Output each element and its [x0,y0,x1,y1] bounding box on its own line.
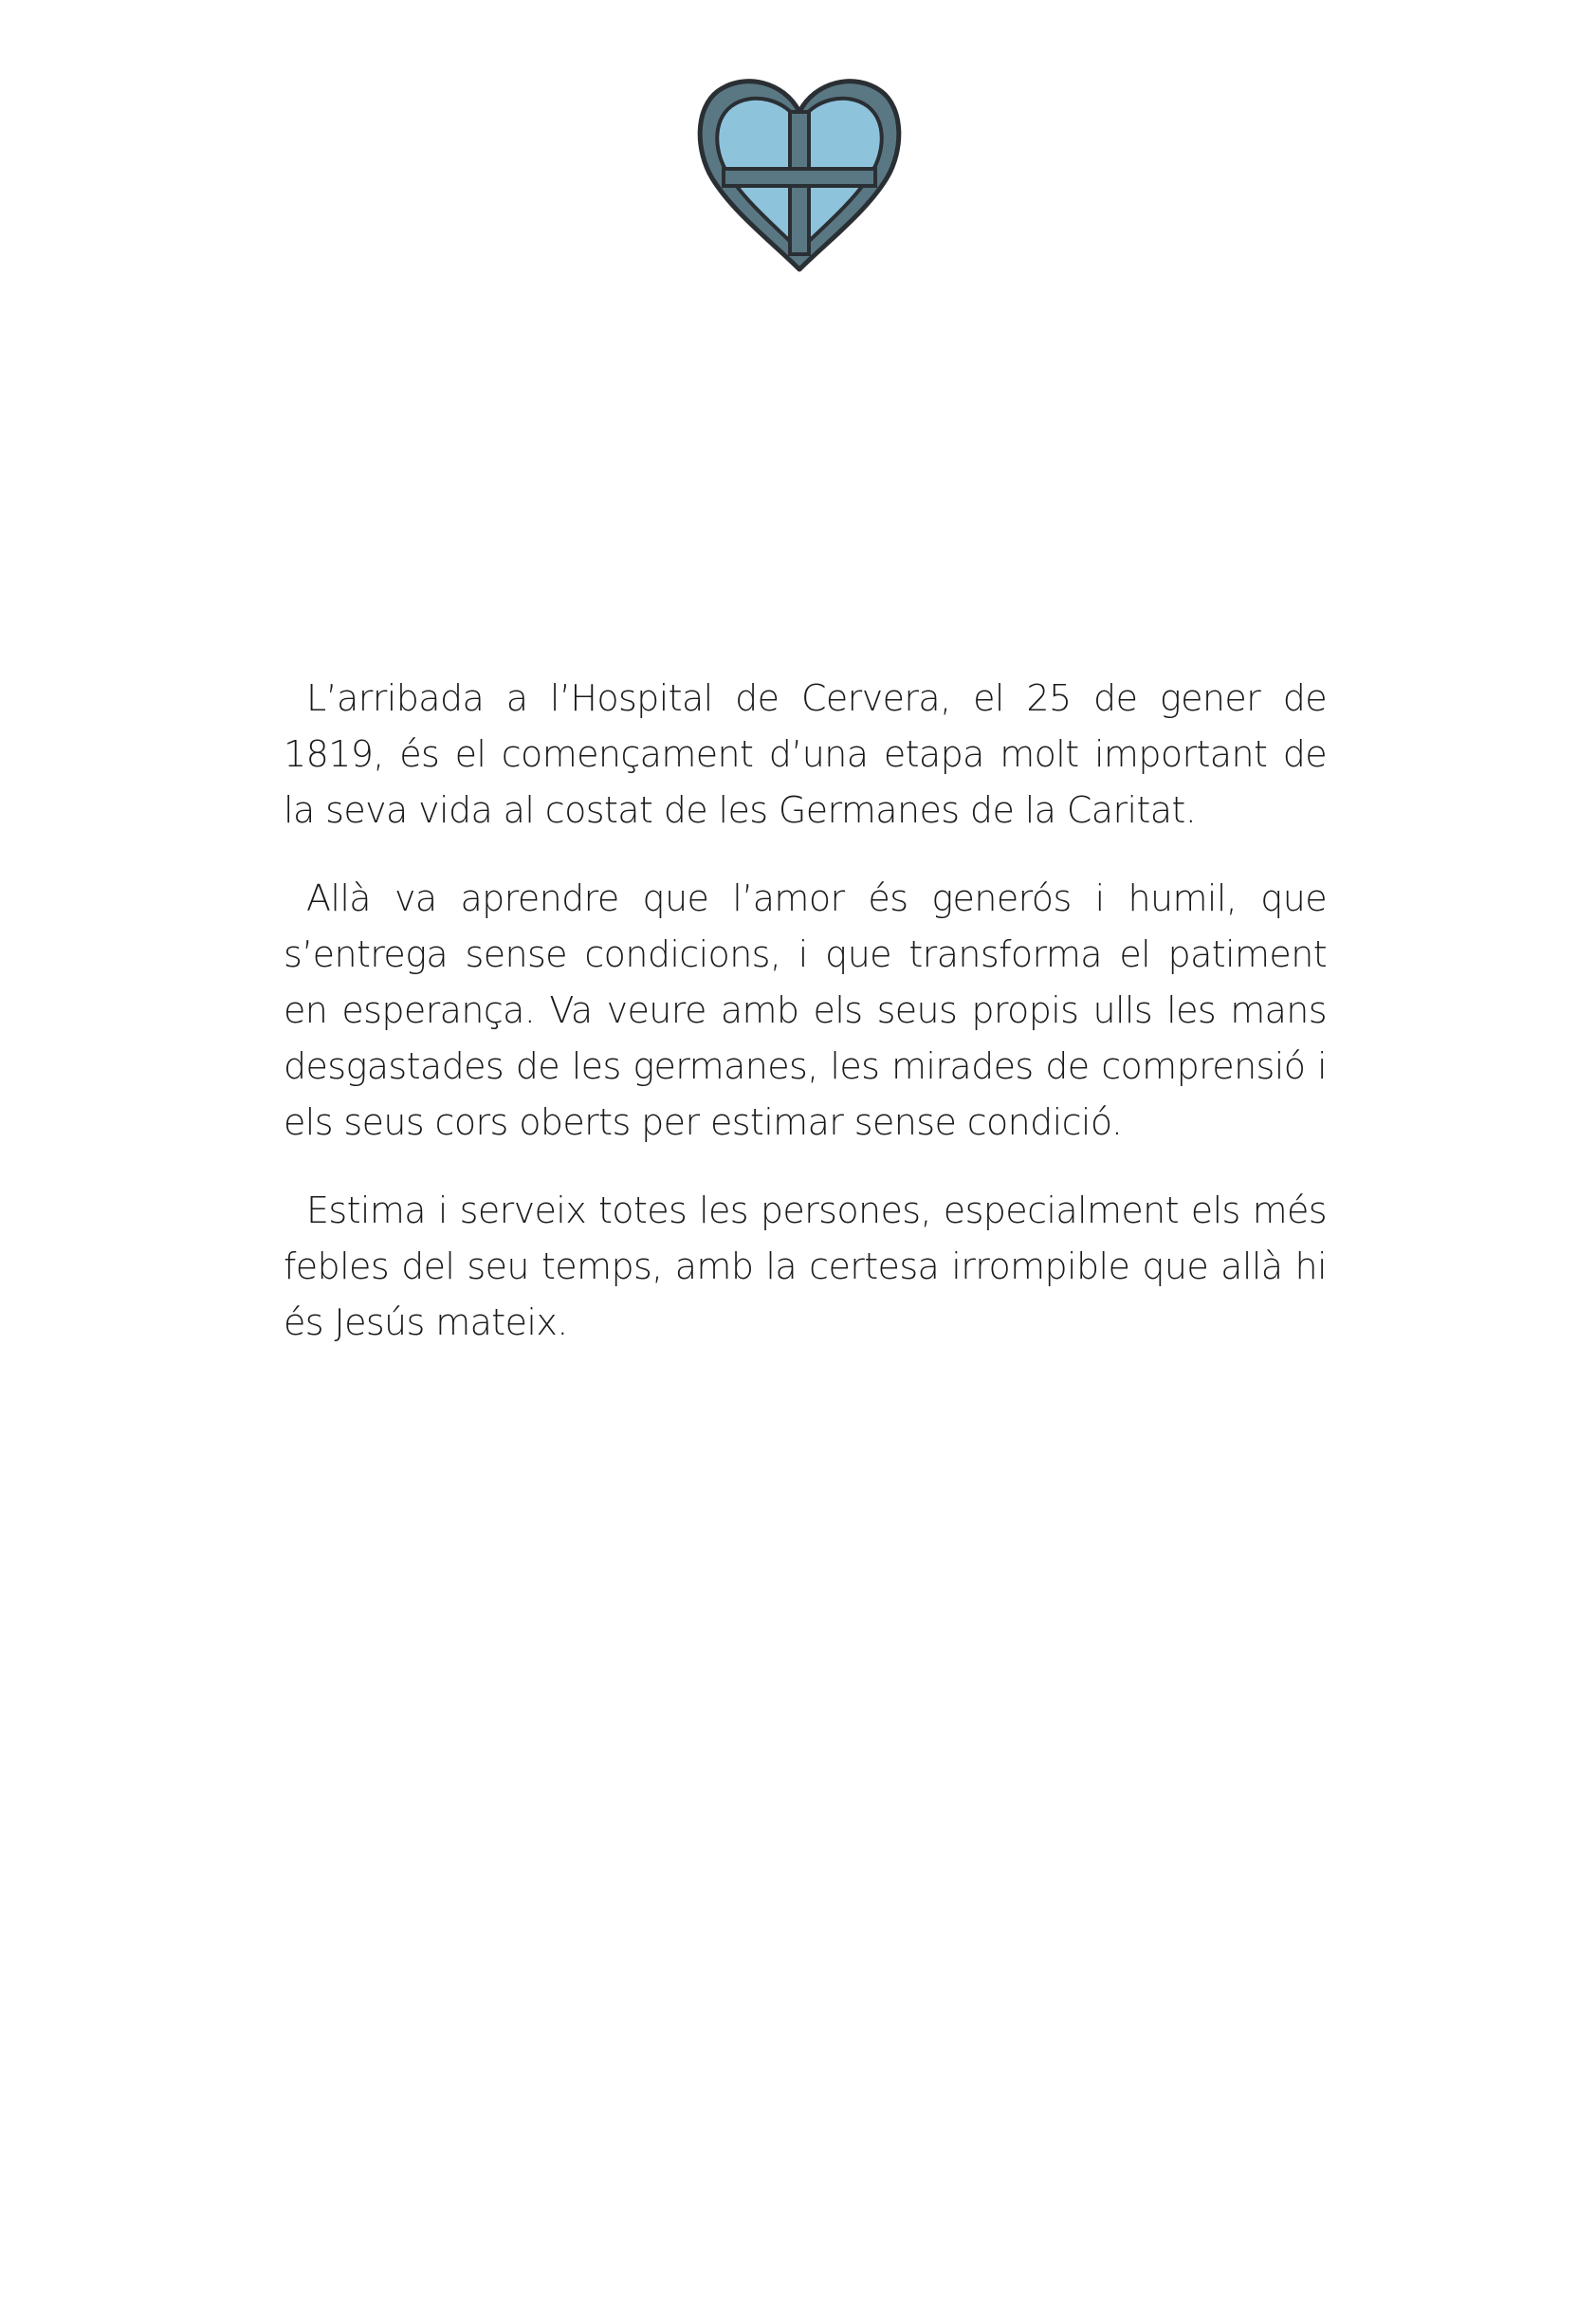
paragraph-service: Estima i serveix totes les persones, especialment els més febles del seu temps, amb la certesa irrompible que allà hi és Jesús mateix. [284,1189,1327,1343]
body-text [284,671,1327,1383]
paragraph-learning: Allà va aprendre que l’amor és generós i humil, que s’entrega sense condicions, i que transforma el patiment en esperança. Va veure amb els seus propis ulls les mans desgastades de les germanes, les mirades de comprensió i els seus cors oberts per estimar sense condició. [284,877,1327,1143]
heart-window-icon [697,74,902,275]
paragraph-arrival: L’arribada a l’Hospital de Cervera, el 25 de gener de 1819, és el començament d’una etapa molt important de la seva vida al costat de les Germanes de la Caritat. [284,677,1327,831]
